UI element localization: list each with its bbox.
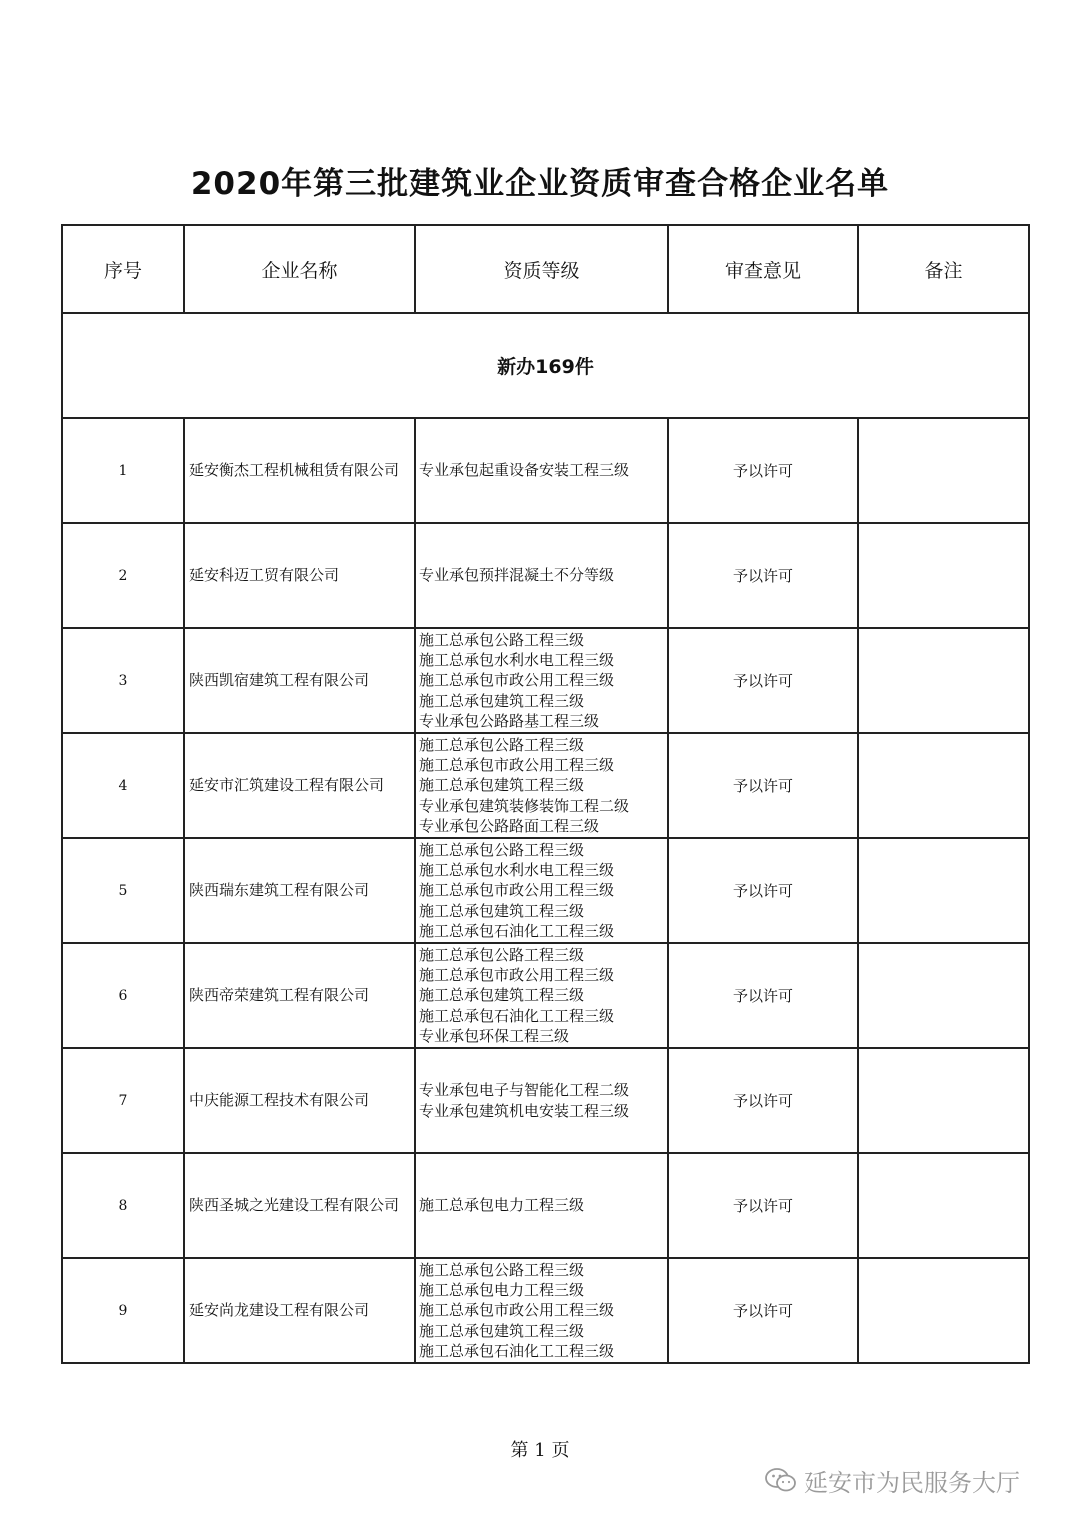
table-row xyxy=(62,523,1029,628)
qualification-item: 专业承包预拌混凝土不分等级 xyxy=(419,566,615,585)
review-opinion: 予以许可 xyxy=(668,628,858,733)
qualification-item: 施工总承包建筑工程三级 xyxy=(419,986,585,1005)
row-number: 6 xyxy=(62,943,184,1048)
qualification-item: 施工总承包石油化工工程三级 xyxy=(419,921,615,940)
qualification-item: 施工总承包建筑工程三级 xyxy=(419,691,585,710)
page-number: 第 1 页 xyxy=(510,1440,570,1461)
remark-cell xyxy=(858,418,1029,523)
qualification-item: 施工总承包电力工程三级 xyxy=(419,1281,585,1300)
remark-cell xyxy=(858,1048,1029,1153)
table-header-row xyxy=(62,225,1029,313)
remark-cell xyxy=(858,1153,1029,1258)
table-row xyxy=(62,838,1029,943)
review-opinion: 予以许可 xyxy=(668,523,858,628)
qualification-item: 施工总承包石油化工工程三级 xyxy=(419,1341,615,1360)
table-row xyxy=(62,1048,1029,1153)
qualification-item: 施工总承包市政公用工程三级 xyxy=(419,756,615,775)
page-title: 2020年第三批建筑业企业资质审查合格企业名单 xyxy=(190,166,890,202)
company-name: 延安科迈工贸有限公司 xyxy=(184,523,415,628)
qualification-item: 专业承包起重设备安装工程三级 xyxy=(419,461,630,480)
qualification-list xyxy=(415,523,668,628)
wechat-icon xyxy=(764,1466,798,1494)
qualification-item: 专业承包建筑装修装饰工程二级 xyxy=(419,796,630,815)
row-number: 1 xyxy=(62,418,184,523)
company-name: 陕西凯宿建筑工程有限公司 xyxy=(184,628,415,733)
review-opinion: 予以许可 xyxy=(668,838,858,943)
company-name: 延安市汇筑建设工程有限公司 xyxy=(184,733,415,838)
qualification-item: 施工总承包市政公用工程三级 xyxy=(419,671,615,690)
review-opinion: 予以许可 xyxy=(668,418,858,523)
table-row xyxy=(62,628,1029,733)
qualification-item: 施工总承包公路工程三级 xyxy=(419,840,585,859)
company-name: 陕西帝荣建筑工程有限公司 xyxy=(184,943,415,1048)
qualification-item: 施工总承包水利水电工程三级 xyxy=(419,651,615,670)
qualification-item: 施工总承包建筑工程三级 xyxy=(419,1321,585,1340)
table-row xyxy=(62,733,1029,838)
row-number: 9 xyxy=(62,1258,184,1363)
qualification-item: 施工总承包公路工程三级 xyxy=(419,1260,585,1279)
section-label: 新办169件 xyxy=(62,313,1029,418)
review-opinion: 予以许可 xyxy=(668,1153,858,1258)
qualification-list xyxy=(415,628,668,733)
review-opinion: 予以许可 xyxy=(668,733,858,838)
row-number: 2 xyxy=(62,523,184,628)
row-number: 5 xyxy=(62,838,184,943)
qualification-item: 施工总承包水利水电工程三级 xyxy=(419,861,615,880)
table-row xyxy=(62,1153,1029,1258)
review-opinion: 予以许可 xyxy=(668,943,858,1048)
qualification-item: 施工总承包电力工程三级 xyxy=(419,1196,585,1215)
header-name: 企业名称 xyxy=(184,225,415,313)
header-qualification: 资质等级 xyxy=(415,225,668,313)
remark-cell xyxy=(858,943,1029,1048)
qualification-item: 施工总承包建筑工程三级 xyxy=(419,901,585,920)
qualification-item: 施工总承包市政公用工程三级 xyxy=(419,1301,615,1320)
qualification-item: 施工总承包公路工程三级 xyxy=(419,630,585,649)
remark-cell xyxy=(858,733,1029,838)
qualification-item: 专业承包公路路基工程三级 xyxy=(419,711,600,730)
table-row xyxy=(62,418,1029,523)
company-name: 陕西瑞东建筑工程有限公司 xyxy=(184,838,415,943)
remark-cell xyxy=(858,1258,1029,1363)
qualification-item: 施工总承包市政公用工程三级 xyxy=(419,881,615,900)
row-number: 8 xyxy=(62,1153,184,1258)
qualification-item: 施工总承包市政公用工程三级 xyxy=(419,966,615,985)
qualification-list xyxy=(415,943,668,1048)
qualification-item: 专业承包环保工程三级 xyxy=(419,1026,570,1045)
qualification-item: 施工总承包公路工程三级 xyxy=(419,945,585,964)
qualification-item: 专业承包建筑机电安装工程三级 xyxy=(419,1101,630,1120)
review-opinion: 予以许可 xyxy=(668,1048,858,1153)
remark-cell xyxy=(858,838,1029,943)
header-no: 序号 xyxy=(62,225,184,313)
qualification-list xyxy=(415,418,668,523)
row-number: 7 xyxy=(62,1048,184,1153)
section-row xyxy=(62,313,1029,418)
remark-cell xyxy=(858,628,1029,733)
qualification-item: 专业承包电子与智能化工程二级 xyxy=(419,1081,630,1100)
qualification-list xyxy=(415,1153,668,1258)
company-name: 延安尚龙建设工程有限公司 xyxy=(184,1258,415,1363)
qualification-list xyxy=(415,1258,668,1363)
table-row xyxy=(62,1258,1029,1363)
header-opinion: 审查意见 xyxy=(668,225,858,313)
qualification-item: 施工总承包公路工程三级 xyxy=(419,735,585,754)
qualification-item: 专业承包公路路面工程三级 xyxy=(419,816,600,835)
qualification-item: 施工总承包建筑工程三级 xyxy=(419,776,585,795)
company-name: 陕西圣城之光建设工程有限公司 xyxy=(184,1153,415,1258)
qualification-item: 施工总承包石油化工工程三级 xyxy=(419,1006,615,1025)
watermark-text: 延安市为民服务大厅 xyxy=(804,1468,1020,1497)
qualification-list xyxy=(415,1048,668,1153)
review-opinion: 予以许可 xyxy=(668,1258,858,1363)
header-remark: 备注 xyxy=(858,225,1029,313)
qualification-list xyxy=(415,733,668,838)
company-name: 延安衡杰工程机械租赁有限公司 xyxy=(184,418,415,523)
table-row xyxy=(62,943,1029,1048)
company-table xyxy=(61,224,1030,1364)
row-number: 4 xyxy=(62,733,184,838)
company-name: 中庆能源工程技术有限公司 xyxy=(184,1048,415,1153)
qualification-list xyxy=(415,838,668,943)
row-number: 3 xyxy=(62,628,184,733)
remark-cell xyxy=(858,523,1029,628)
watermark xyxy=(764,1462,1020,1498)
